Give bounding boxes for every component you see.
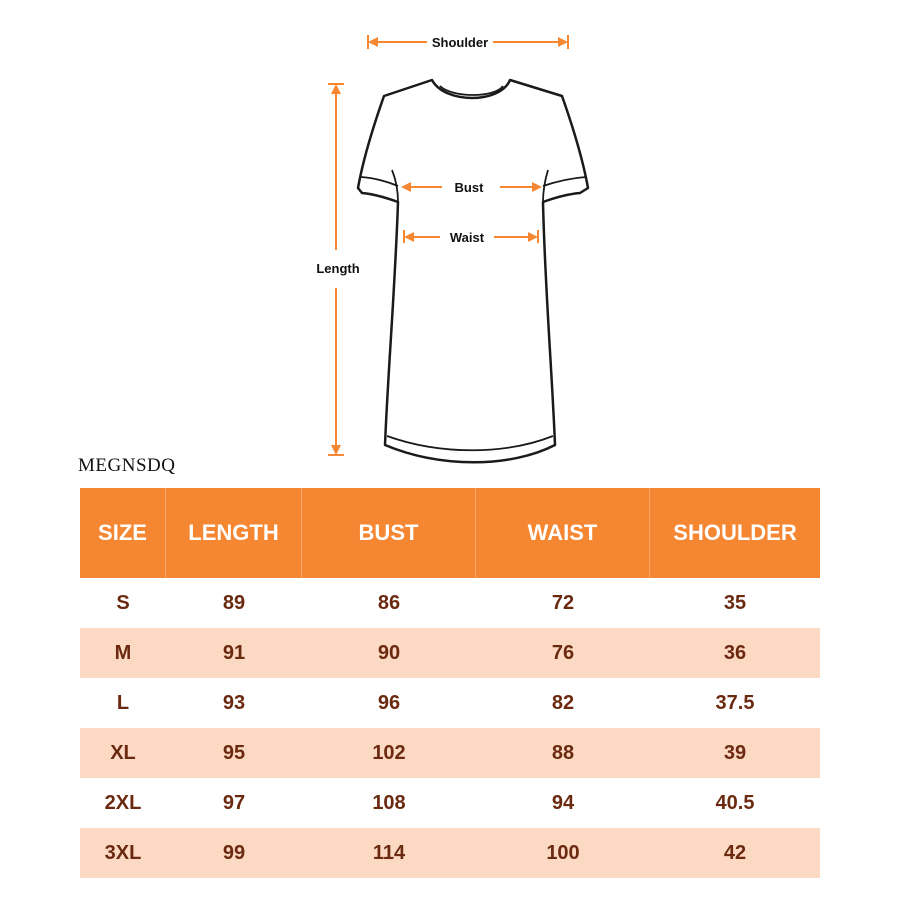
table-row xyxy=(80,628,820,678)
header-shoulder: SHOULDER xyxy=(650,488,820,578)
table-row xyxy=(80,828,820,878)
brand-name: MEGNSDQ xyxy=(78,455,176,476)
cell-bust: 102 xyxy=(302,728,476,778)
cell-waist: 76 xyxy=(476,628,650,678)
cell-bust: 96 xyxy=(302,678,476,728)
cell-size: XL xyxy=(80,728,166,778)
cell-shoulder: 40.5 xyxy=(650,778,820,828)
size-chart-table xyxy=(80,488,820,878)
header-waist: WAIST xyxy=(476,488,650,578)
cell-bust: 108 xyxy=(302,778,476,828)
cell-waist: 82 xyxy=(476,678,650,728)
length-measurement xyxy=(316,84,359,455)
waist-label: Waist xyxy=(449,230,485,245)
cell-length: 99 xyxy=(166,828,302,878)
cell-length: 89 xyxy=(166,578,302,628)
bust-label: Bust xyxy=(454,180,484,195)
cell-shoulder: 39 xyxy=(650,728,820,778)
cell-bust: 90 xyxy=(302,628,476,678)
cell-length: 91 xyxy=(166,628,302,678)
cell-size: S xyxy=(80,578,166,628)
cell-length: 97 xyxy=(166,778,302,828)
cell-size: L xyxy=(80,678,166,728)
cell-bust: 114 xyxy=(302,828,476,878)
header-length: LENGTH xyxy=(166,488,302,578)
cell-shoulder: 36 xyxy=(650,628,820,678)
cell-shoulder: 42 xyxy=(650,828,820,878)
table-row xyxy=(80,578,820,628)
cell-waist: 88 xyxy=(476,728,650,778)
table-row xyxy=(80,678,820,728)
cell-length: 95 xyxy=(166,728,302,778)
shoulder-measurement xyxy=(368,35,568,50)
header-size: SIZE xyxy=(80,488,166,578)
table-row xyxy=(80,728,820,778)
cell-shoulder: 35 xyxy=(650,578,820,628)
shoulder-label: Shoulder xyxy=(431,35,489,50)
table-row xyxy=(80,778,820,828)
cell-shoulder: 37.5 xyxy=(650,678,820,728)
cell-waist: 94 xyxy=(476,778,650,828)
cell-bust: 86 xyxy=(302,578,476,628)
cell-size: M xyxy=(80,628,166,678)
dress-outline xyxy=(358,80,588,462)
length-label: Length xyxy=(316,261,360,276)
cell-waist: 100 xyxy=(476,828,650,878)
table-header-row xyxy=(80,488,820,578)
cell-size: 2XL xyxy=(80,778,166,828)
header-bust: BUST xyxy=(302,488,476,578)
cell-size: 3XL xyxy=(80,828,166,878)
cell-length: 93 xyxy=(166,678,302,728)
cell-waist: 72 xyxy=(476,578,650,628)
